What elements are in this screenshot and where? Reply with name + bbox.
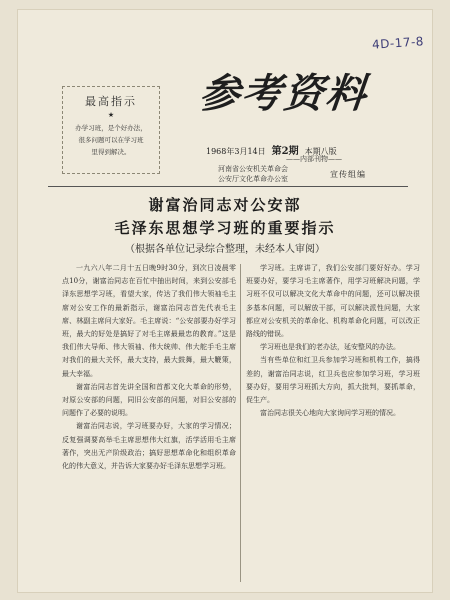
article-paragraph: 学习班。主席讲了，我们公安部门要好好办。学习班要办好，要学习毛主席著作，用学习班解决问题，学习班不仅可以解决文化大革命中的问题，还可以解决很多基本问题，可以解放干部，可以解决派性问题，大家都应对公安机关的革命化、机构革命化问题，可以改正路线的错误。 bbox=[246, 264, 420, 339]
editor-credit: 宣传组编 bbox=[330, 170, 366, 179]
directive-line: 办学习班，是个好办法， bbox=[75, 124, 147, 132]
issue-pages: 本期八版 bbox=[304, 147, 337, 156]
publisher bbox=[218, 164, 288, 184]
handwritten-archive-number: 4D-17-8 bbox=[371, 34, 425, 52]
article-paragraph: 当有些单位和红卫兵参加学习班和机构工作，搞得差的，谢富治同志说，红卫兵也应参加学习班，学习班要办好，要用学习班抓大方向，抓大批判，要抓革命，促生产。 bbox=[246, 356, 420, 405]
directive-line: 很多问题可以在学习班 bbox=[78, 136, 144, 144]
headline-line-1: 谢富治同志对公安部 bbox=[148, 196, 302, 214]
newspaper-page bbox=[18, 10, 432, 592]
headline-line-2: 毛泽东思想学习班的重要指示 bbox=[114, 219, 336, 237]
issue-date: 1968年3月14日 bbox=[206, 147, 266, 156]
issue-number: 第2期 bbox=[271, 146, 299, 157]
article-paragraph: 谢富治同志首先讲全国和首都文化大革命的形势，对原公安部的问题，同旧公安部的问题，对旧公安部的问题作了必要的说明。 bbox=[62, 382, 236, 418]
directive-title: 最高指示 bbox=[85, 95, 137, 108]
article-column-left bbox=[62, 262, 236, 584]
masthead-title: 参考资料 bbox=[197, 70, 371, 117]
supreme-directive-box bbox=[62, 86, 160, 174]
headline-subtitle: （根据各单位记录综合整理，未经本人审阅） bbox=[125, 244, 325, 255]
publisher-line: 河南省公安机关革命会 bbox=[218, 165, 288, 173]
article-paragraph: 一九六八年二月十五日晚9时30分，到次日凌晨零点10分，谢富治同志在百忙中抽出时间，来到公安部毛泽东思想学习班，看望大家，传达了我们伟大领袖毛主席对公安工作的最新指示，谢富治同志首先代表毛主席、林副主席问大家好。毛主席说：“公安部要办好学习班，最大的好处是搞好了对毛主席最最忠的教育。”这是我们伟大导师、伟大领袖、伟大统帅、伟大舵手毛主席对我们的最大关怀，最大支持，最大鼓舞，最大鞭策，最大幸福。 bbox=[62, 264, 236, 378]
article-column-right bbox=[246, 262, 420, 584]
internal-publication-label: ——内部刊物—— bbox=[286, 155, 342, 163]
directive-text bbox=[67, 122, 155, 158]
star-icon: ★ bbox=[107, 111, 115, 119]
column-divider bbox=[240, 264, 241, 582]
article-paragraph: 富治同志很关心地向大家询问学习班的情况。 bbox=[260, 409, 400, 418]
header-divider bbox=[48, 186, 408, 187]
directive-line: 里得到解决。 bbox=[91, 148, 131, 156]
article-paragraph: 学习班也是我们的老办法，延安整风的办法。 bbox=[260, 343, 400, 352]
publisher-line: 公安厅文化革命办公室 bbox=[218, 175, 288, 183]
article-paragraph: 谢富治同志说，学习班要办好，大家的学习情况；反复强调要高举毛主席思想伟大红旗，活学活用毛主席著作，突出无产阶级政治；搞好思想革命化和组织革命化的伟大意义，并告诉大家要办好毛泽东思想学习班。 bbox=[62, 422, 236, 471]
